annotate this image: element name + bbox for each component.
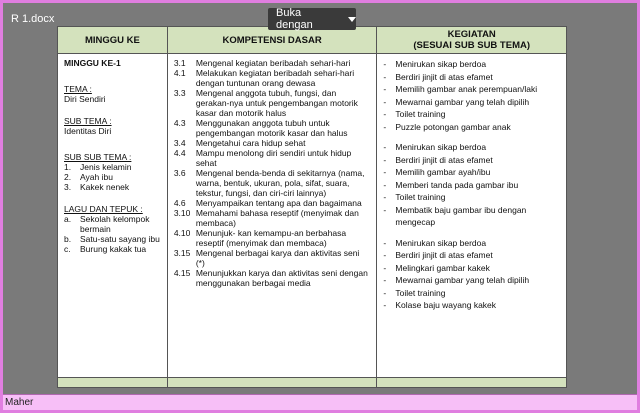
week-cell bbox=[58, 54, 168, 378]
kegiatan-item: - Membatik baju gambar ibu dengan mengecap bbox=[383, 204, 527, 227]
kompetensi-item: 4.3 Menggunakan anggota tubuh untuk pengembangan motorik kasar dan halus bbox=[173, 118, 348, 138]
document-page bbox=[57, 26, 567, 388]
subsubtema-list bbox=[64, 162, 161, 192]
kegiatan-item: - Toilet training bbox=[383, 287, 446, 298]
subsubtema-label: SUB SUB TEMA : bbox=[64, 152, 132, 162]
open-with-button[interactable] bbox=[268, 8, 356, 30]
kompetensi-item: 4.10 Menunjuk- kan kemampu-an berbahasa reseptif (menyimak dan membaca) bbox=[173, 228, 347, 248]
kegiatan-item: - Mewarnai gambar yang telah dipilih bbox=[383, 96, 530, 107]
footer-name: Maher bbox=[5, 397, 34, 408]
list-item: 1. Jenis kelamin bbox=[64, 162, 132, 172]
chevron-down-icon bbox=[348, 17, 356, 22]
list-item: c. Burung kakak tua bbox=[64, 244, 147, 254]
viewer-right-margin bbox=[567, 33, 637, 380]
file-name: R 1.docx bbox=[11, 13, 55, 25]
list-item: b. Satu-satu sayang ibu bbox=[64, 234, 160, 244]
subtema-value: Identitas Diri bbox=[64, 126, 112, 136]
kegiatan-group-1 bbox=[383, 58, 560, 133]
kegiatan-item: - Memilih gambar anak perempuan/laki bbox=[383, 84, 538, 94]
kompetensi-item: 4.4 Mampu menolong diri sendiri untuk hidup sehat bbox=[173, 148, 352, 168]
list-item: a. Sekolah kelompok bermain bbox=[64, 214, 150, 234]
kompetensi-item: 3.3 Mengenal anggota tubuh, fungsi, dan gerakan-nya untuk pengembangan motorik kasar dan motorik halus bbox=[173, 88, 358, 118]
kegiatan-item: - Memilih gambar ayah/ibu bbox=[383, 167, 491, 177]
subsubtema-block bbox=[64, 152, 161, 192]
kompetensi-item: 4.1 Melakukan kegiatan beribadah sehari-hari dengan tuntunan orang dewasa bbox=[173, 68, 355, 88]
kegiatan-group-2 bbox=[383, 141, 560, 229]
kompetensi-item: 4.6 Menyampaikan tentang apa dan bagaimana bbox=[173, 198, 362, 208]
kompetensi-cell bbox=[167, 54, 377, 378]
list-item: 2. Ayah ibu bbox=[64, 172, 113, 182]
lagu-list bbox=[64, 214, 161, 254]
kegiatan-item: - Menirukan sikap berdoa bbox=[383, 237, 487, 248]
tema-value: Diri Sendiri bbox=[64, 94, 106, 104]
kompetensi-item: 3.6 Mengenal benda-benda di sekitarnya (nama, warna, bentuk, ukuran, pola, sifat, suara, tekstur, fungsi, dan ciri-ciri lainnya) bbox=[173, 168, 365, 198]
header-kegiatan-line2: (SESUAI SUB SUB TEMA) bbox=[413, 40, 531, 51]
header-kegiatan bbox=[377, 27, 567, 54]
kegiatan-item: - Berdiri jinjit di atas efamet bbox=[383, 250, 493, 260]
kompetensi-item: 3.4 Mengetahui cara hidup sehat bbox=[173, 138, 306, 148]
tema-block bbox=[64, 84, 161, 104]
kegiatan-cell bbox=[377, 54, 567, 378]
kegiatan-item: - Berdiri jinjit di atas efamet bbox=[383, 71, 493, 82]
header-kegiatan-line1: KEGIATAN bbox=[447, 29, 496, 40]
kompetensi-item: 3.10 Memahami bahasa reseptif (menyimak dan membaca) bbox=[173, 208, 359, 228]
kegiatan-item: - Puzzle potongan gambar anak bbox=[383, 121, 511, 132]
table-footer-row bbox=[58, 378, 567, 388]
tema-label: TEMA : bbox=[64, 84, 92, 94]
kegiatan-item: - Berdiri jinjit di atas efamet bbox=[383, 154, 493, 165]
list-item: 3. Kakek nenek bbox=[64, 182, 130, 192]
kegiatan-item: - Kolase baju wayang kakek bbox=[383, 300, 497, 310]
lagu-block bbox=[64, 204, 161, 254]
kegiatan-item: - Mewarnai gambar yang telah dipilih bbox=[383, 275, 530, 285]
viewer-left-margin bbox=[3, 33, 57, 380]
week-label: MINGGU KE-1 bbox=[64, 58, 121, 68]
footer-bar bbox=[3, 394, 637, 410]
header-minggu-ke: MINGGU KE bbox=[58, 27, 168, 54]
table-body-row bbox=[58, 54, 567, 378]
kegiatan-item: - Melingkari gambar kakek bbox=[383, 262, 490, 273]
kegiatan-item: - Menirukan sikap berdoa bbox=[383, 142, 487, 152]
kegiatan-group-3 bbox=[383, 237, 560, 312]
kegiatan-item: - Toilet training bbox=[383, 109, 446, 119]
open-with-label: Buka dengan bbox=[276, 7, 313, 31]
header-kompetensi-dasar: KOMPETENSI DASAR bbox=[167, 27, 377, 54]
kompetensi-item: 4.15 Menunjukkan karya dan aktivitas seni dengan menggunakan berbagai media bbox=[173, 268, 368, 288]
lagu-label: LAGU DAN TEPUK : bbox=[64, 204, 143, 214]
lesson-plan-table bbox=[57, 26, 567, 388]
kegiatan-item: - Toilet training bbox=[383, 192, 446, 202]
subtema-label: SUB TEMA : bbox=[64, 116, 112, 126]
subtema-block bbox=[64, 116, 161, 136]
kompetensi-item: 3.1 Mengenal kegiatan beribadah sehari-hari bbox=[173, 58, 351, 68]
kegiatan-item: - Menirukan sikap berdoa bbox=[383, 59, 487, 69]
kegiatan-item: - Memberi tanda pada gambar ibu bbox=[383, 179, 519, 190]
kompetensi-item: 3.15 Mengenal berbagai karya dan aktivitas seni (*) bbox=[173, 248, 360, 268]
